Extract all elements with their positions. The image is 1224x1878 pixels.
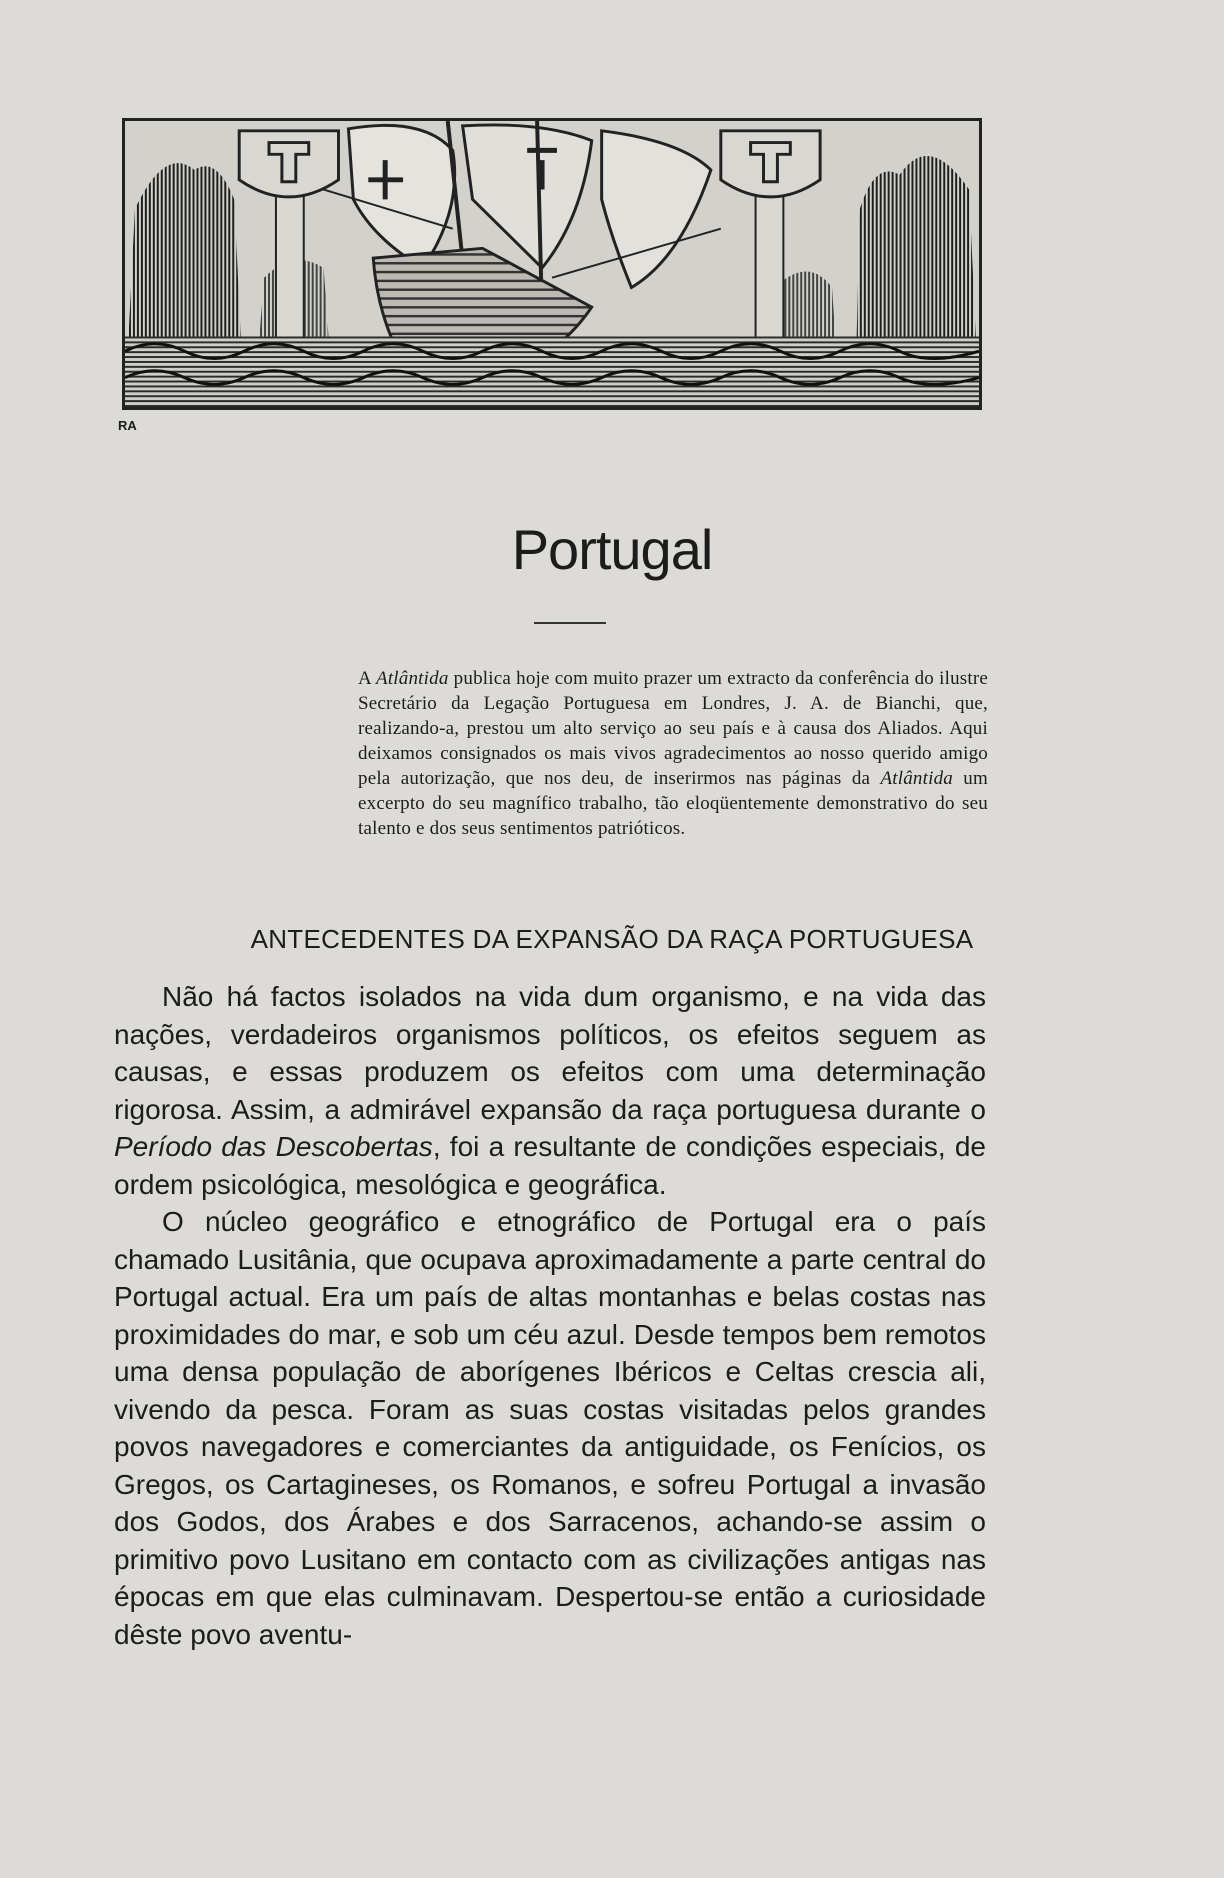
article-title: Portugal — [511, 518, 713, 581]
period-name: Período das Descobertas — [114, 1131, 433, 1162]
body-paragraph-1 — [114, 978, 986, 1203]
paragraph1-text-b: , foi a resultante de condições especiais, de ordem psicológica, mesológica e geográfica. — [114, 1131, 986, 1200]
intro-text-1: A — [358, 668, 377, 689]
ship-engraving-icon — [122, 118, 982, 410]
article-body — [114, 978, 986, 1653]
magazine-name-2: Atlântida — [880, 768, 953, 789]
intro-text-2: publica hoje com muito prazer um extracto da conferência do ilustre Secretário da Legação Portuguesa em Londres, J. A. de Bianchi, que, realizando-a, prestou um alto serviço ao seu país e à causa dos Aliados. Aqui deixamos consignados os mais vivos agradecimentos ao nosso querido amigo pela autorização, que nos deu, de inserirmos nas páginas da — [358, 668, 988, 789]
intro-paragraph — [358, 666, 988, 841]
body-paragraph-2: O núcleo geográfico e etnográfico de Portugal era o país chamado Lusitânia, que ocupava aproximadamente a parte central do Portugal actual. Era um país de altas montanhas e belas costas nas proximidades do mar, e sob um céu azul. Desde tempos bem remotos uma densa população de aborígenes Ibéricos e Celtas crescia ali, vivendo da pesca. Foram as suas costas visitadas pelos grandes povos navegadores e comerciantes da antiguidade, os Fenícios, os Gregos, os Cartagineses, os Romanos, e sofreu Portugal a invasão dos Godos, dos Árabes e dos Sarracenos, achando-se assim o primitivo povo Lusitano em contacto com as civilizações antigas nas épocas em que elas culminavam. Despertou-se então a curiosidade dêste povo aventu- — [114, 1206, 986, 1650]
title-divider — [534, 622, 606, 624]
intro-text-3: um excerpto do seu magnífico trabalho, tão eloqüentemente demonstrativo do seu talento e dos seus sentimentos patrióticos. — [358, 768, 988, 839]
magazine-name: Atlântida — [376, 668, 449, 689]
artist-initials: RA — [118, 418, 137, 433]
paragraph1-text-a: Não há factos isolados na vida dum organismo, e na vida das nações, verdadeiros organismos políticos, os efeitos seguem as causas, e essas produzem os efeitos com uma determinação rigorosa. Assim, a admirável expansão da raça portuguesa durante o — [114, 981, 986, 1125]
section-heading: ANTECEDENTES DA EXPANSÃO DA RAÇA PORTUGUESA — [250, 924, 974, 954]
